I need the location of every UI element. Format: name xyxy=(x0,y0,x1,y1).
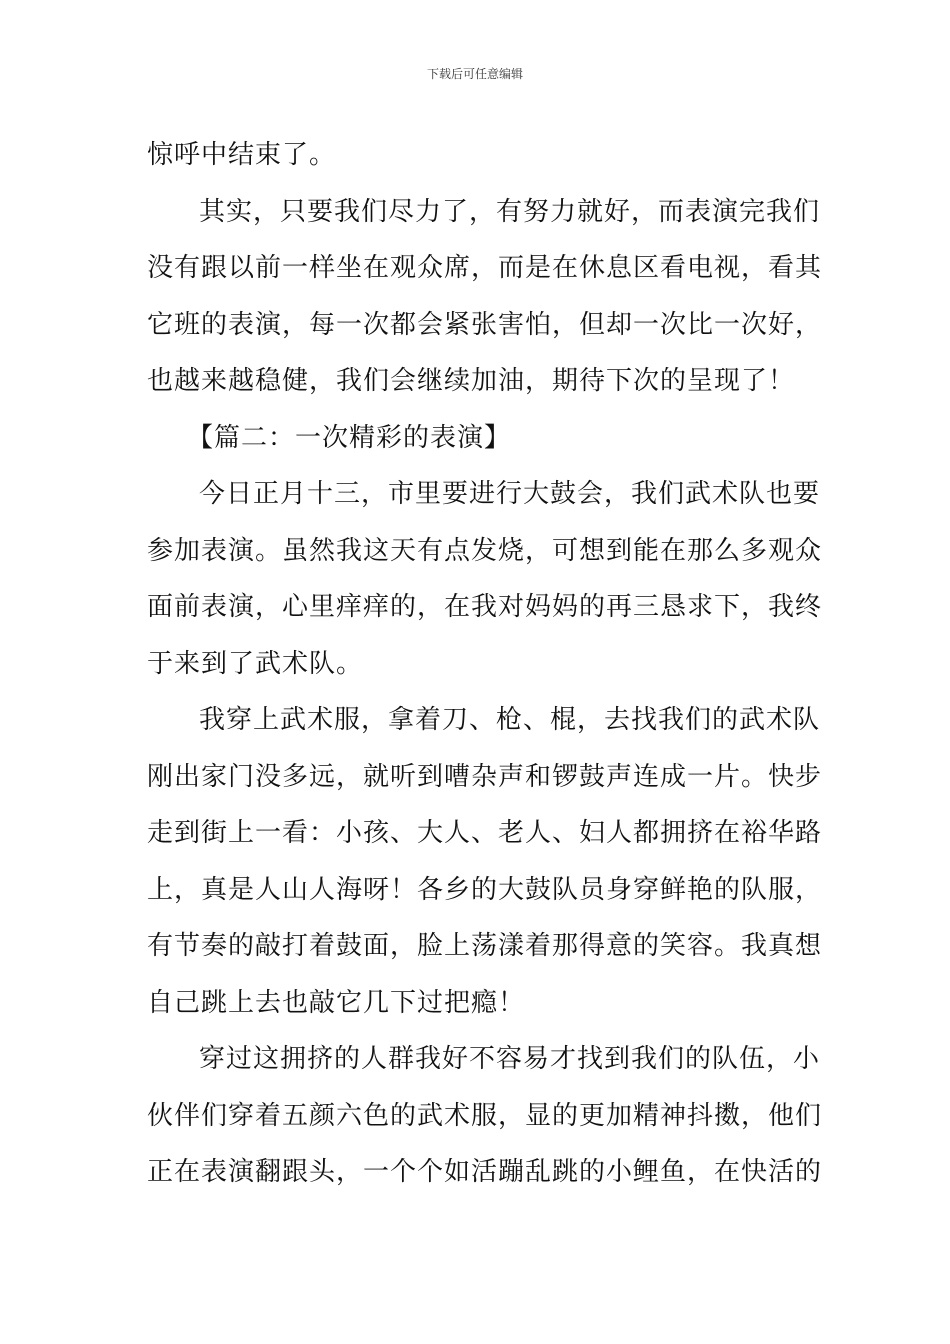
paragraph-first-line: 其实，只要我们尽力了，有努力就好，而表演完我们 xyxy=(199,196,821,227)
paragraph-first-line: 穿过这拥挤的人群我好不容易才找到我们的队伍，小 xyxy=(199,1044,821,1074)
text-line: 上，真是人山人海呀！各乡的大鼓队员身穿鲜艳的队服， xyxy=(147,874,823,905)
page-header: 下载后可任意编辑 xyxy=(426,67,523,81)
text-line: 惊呼中结束了。 xyxy=(147,140,337,170)
text-line: 也越来越稳健，我们会继续加油，期待下次的呈现了！ xyxy=(147,366,796,396)
document-body xyxy=(147,127,823,1201)
text-line: 参加表演。虽然我这天有点发烧，可想到能在那么多观众 xyxy=(147,535,823,566)
paragraph-first-line: 我穿上武术服，拿着刀、枪、棍，去找我们的武术队 xyxy=(199,705,821,735)
text-line: 它班的表演，每一次都会紧张害怕，但却一次比一次好， xyxy=(147,309,823,340)
text-line: 正在表演翻跟头，一个个如活蹦乱跳的小鲤鱼，在快活的 xyxy=(147,1157,823,1187)
paragraph-first-line: 今日正月十三，市里要进行大鼓会，我们武术队也要 xyxy=(199,479,821,509)
section-heading: 【篇二：一次精彩的表演】 xyxy=(187,422,512,453)
text-line: 自己跳上去也敲它几下过把瘾！ xyxy=(147,987,526,1018)
text-line: 有节奏的敲打着鼓面，脸上荡漾着那得意的笑容。我真想 xyxy=(147,931,823,961)
text-line: 刚出家门没多远，就听到嘈杂声和锣鼓声连成一片。快步 xyxy=(147,761,823,792)
text-line: 没有跟以前一样坐在观众席，而是在休息区看电视，看其 xyxy=(147,253,823,283)
text-line: 走到街上一看：小孩、大人、老人、妇人都拥挤在裕华路 xyxy=(147,818,823,848)
text-line: 于来到了武术队。 xyxy=(147,648,364,679)
text-line: 面前表演，心里痒痒的，在我对妈妈的再三恳求下，我终 xyxy=(147,592,823,622)
text-line: 伙伴们穿着五颜六色的武术服，显的更加精神抖擞，他们 xyxy=(147,1100,823,1131)
